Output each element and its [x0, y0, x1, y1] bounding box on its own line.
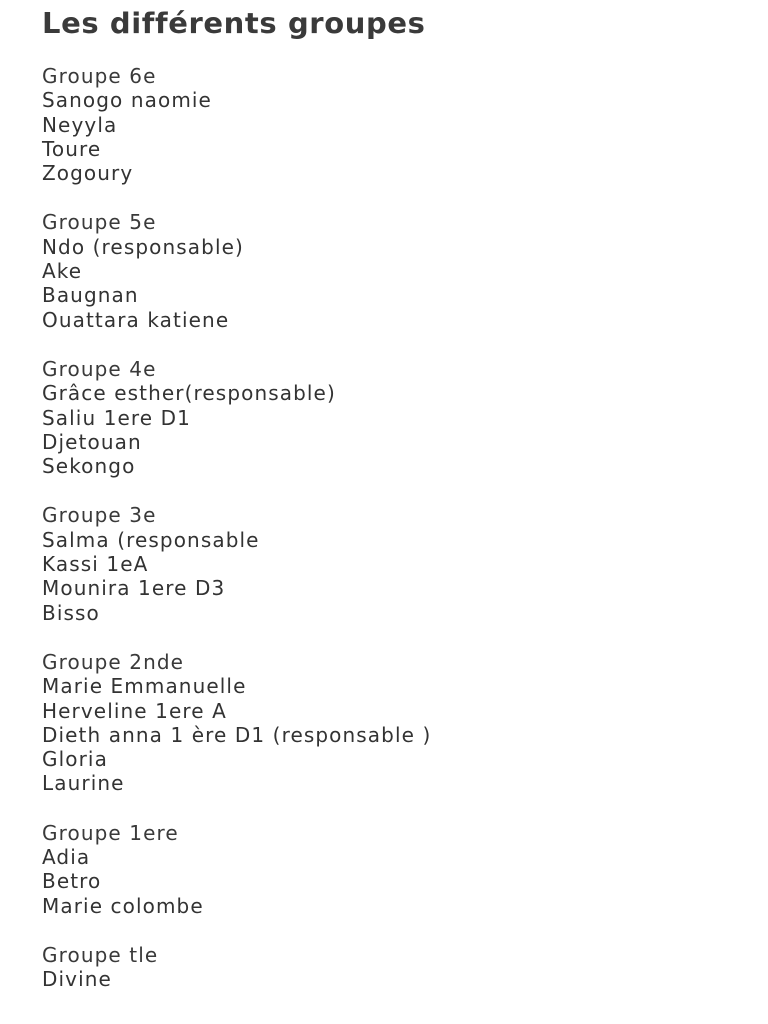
group-member: Divine	[42, 967, 112, 992]
group-member: Ake	[42, 259, 83, 284]
group-member: Sanogo naomie	[42, 88, 212, 113]
group-member: Zogoury	[42, 161, 134, 186]
group-member: Baugnan	[42, 283, 139, 308]
group-member: Marie Emmanuelle	[42, 674, 247, 699]
group-member: Herveline 1ere A	[42, 698, 227, 723]
group-block	[42, 503, 768, 624]
group-block	[42, 64, 768, 185]
group-title: Groupe 5e	[42, 210, 157, 235]
group-member: Djetouan	[42, 429, 142, 454]
group-member: Ndo (responsable)	[42, 234, 244, 259]
group-member: Salma (responsable	[42, 527, 260, 552]
group-member: Kassi 1eA	[42, 552, 149, 577]
group-member: Toure	[42, 136, 102, 161]
group-member: Grâce esther(responsable)	[42, 381, 336, 406]
group-member: Adia	[42, 845, 91, 870]
group-block	[42, 357, 768, 478]
group-title: Groupe 1ere	[42, 820, 179, 845]
group-block	[42, 821, 768, 918]
group-member: Ouattara katiene	[42, 307, 230, 332]
group-block	[42, 943, 768, 992]
group-title: Groupe 2nde	[42, 649, 185, 674]
group-member: Saliu 1ere D1	[42, 405, 191, 430]
group-title: Groupe 6e	[42, 64, 157, 88]
document	[42, 6, 768, 1017]
group-block	[42, 650, 768, 796]
group-member: Mounira 1ere D3	[42, 576, 226, 601]
group-member: Marie colombe	[42, 893, 204, 918]
group-member: Laurine	[42, 771, 125, 796]
group-member: Dieth anna 1 ère D1 (responsable )	[42, 722, 432, 747]
group-member: Sekongo	[42, 454, 136, 479]
group-member: Neyyla	[42, 112, 118, 137]
group-title: Groupe tle	[42, 942, 159, 967]
group-member: Gloria	[42, 747, 108, 772]
group-member: Bisso	[42, 600, 100, 625]
page-title: Les différents groupes	[42, 6, 426, 40]
group-block	[42, 210, 768, 331]
group-list	[42, 64, 768, 992]
group-member: Betro	[42, 869, 102, 894]
group-title: Groupe 4e	[42, 356, 157, 381]
group-title: Groupe 3e	[42, 503, 157, 528]
